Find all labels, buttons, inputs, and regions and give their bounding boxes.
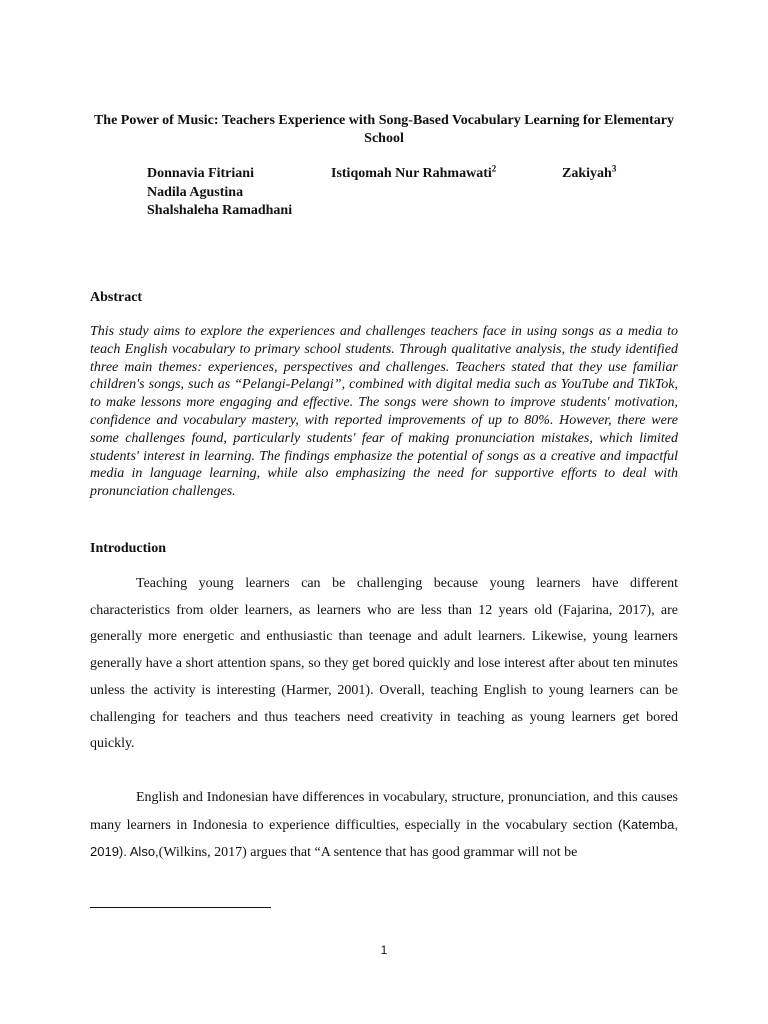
author-column-3 [562, 165, 616, 184]
author-name: Nadila Agustina [147, 184, 244, 200]
introduction-paragraph-2: English and Indonesian have differences in vocabulary, structure, pronunciation, and this causes many learners in Indonesia to experience difficulties, especially in the vocabulary section (Katemba, 2019). Also,(Wilkins, 2017) argues that “A sentence that has good grammar will not be [90, 790, 678, 861]
introduction-paragraph-1: Teaching young learners can be challenging because young learners have different characteristics from older learners, as learners who are less than 12 years old (Fajarina, 2017), are generally more energetic and enthusiastic than teenage and adult learners. Likewise, young learners generally have a short attention spans, so they get bored quickly and lose interest after about ten minutes unless the activity is interesting (Harmer, 2001). Overall, teaching English to young learners can be challenging for teachers and thus teachers need creativity in teaching as young learners get bored quickly. [90, 576, 678, 752]
author-affiliation-mark: 3 [611, 163, 617, 174]
introduction-heading: Introduction [90, 541, 166, 556]
page-number: 1 [380, 943, 388, 957]
author-column-2 [331, 165, 496, 184]
author-name: Zakiyah$^3$ [562, 163, 617, 181]
abstract-heading: Abstract [90, 290, 143, 305]
paper-title: The Power of Music: Teachers Experience with Song-Based Vocabulary Learning for Elementary School [93, 113, 675, 146]
author-name: Shalshaleha Ramadhani [147, 203, 293, 218]
abstract-text: This study aims to explore the experiences and challenges teachers face in using songs as a media to teach English vocabulary to primary school students. Through qualitative analysis, the study identified three main themes: experiences, perspectives and challenges. Teachers stated that they use familiar children's songs, such as “Pelangi-Pelangi”, combined with digital media such as YouTube and TikTok, to make lessons more engaging and effective. The songs were shown to improve students' motivation, confidence and vocabulary mastery, with reported improvements of up to 80%. However, there were some challenges found, particularly students' fear of making pronunciation mistakes, which limited students' interest in learning. The findings emphasize the potential of songs as a creative and impactful media in language learning, while also emphasizing the need for supportive efforts to deal with pronunciation challenges. [90, 324, 678, 500]
author-affiliation-mark: 2 [491, 163, 497, 174]
author-name: Donnavia Fitriani [147, 166, 254, 181]
author-name: Istiqomah Nur Rahmawati$^2$ [331, 163, 497, 181]
footnote-separator [90, 907, 271, 908]
author-column-1 [147, 165, 292, 221]
citation-katemba: (Katemba, 2019). Also, [90, 816, 678, 860]
